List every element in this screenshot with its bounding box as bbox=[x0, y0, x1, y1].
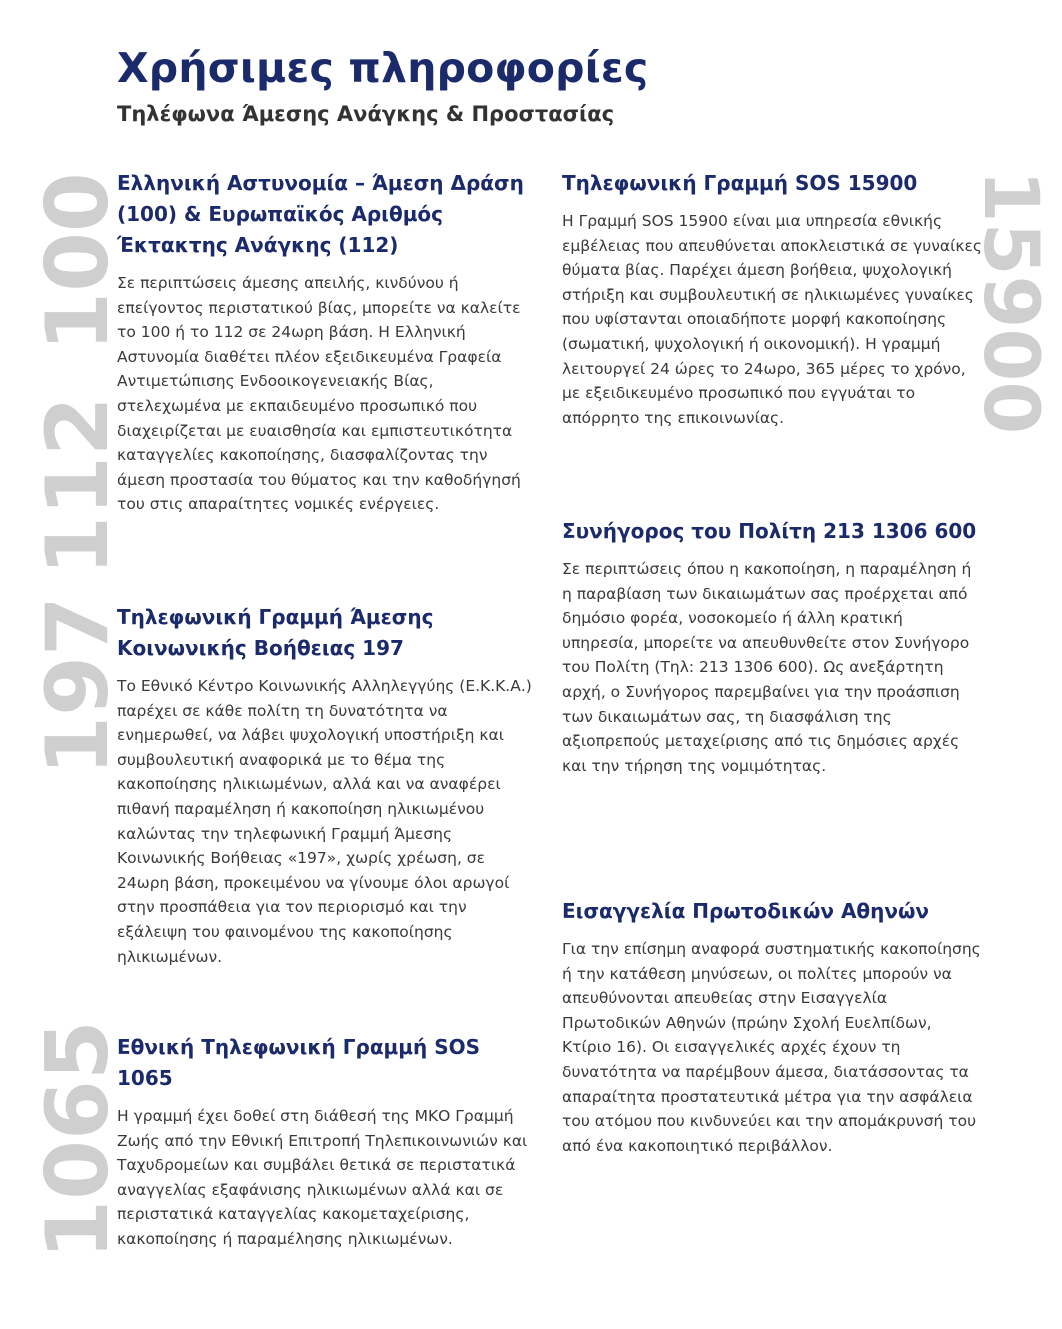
section-ombudsman-title: Συνήγορος του Πολίτη 213 1306 600 bbox=[562, 519, 977, 543]
page-subtitle: Τηλέφωνα Άμεσης Ανάγκης & Προστασίας bbox=[117, 102, 615, 126]
section-sos-15900-title: Τηλεφωνική Γραμμή SOS 15900 bbox=[562, 171, 918, 195]
section-ombudsman-body: Σε περιπτώσεις όπου η κακοποίηση, η παραμέληση ή η παραβίαση των δικαιωμάτων σας προέρχεται από δημόσιο φορέα, νοσοκομείο ή άλλη κρατική υπηρεσία, μπορείτε να απευθυνθείτε στον Συνήγορο του Πολίτη (Τηλ: 213 1306 600). Ως ανεξάρτητη αρχή, ο Συνήγορος παρεμβαίνει για την προάσπιση των δικαιωμάτων σας, τη διασφάλιση της αξιοπρεπούς μεταχείρισης από τις δημόσιες αρχές και την τήρηση της νομιμότητας. bbox=[562, 560, 972, 775]
section-ombudsman bbox=[562, 516, 982, 778]
section-sos-1065-body: Η γραμμή έχει δοθεί στη διάθεσή της ΜΚΟ Γραμμή Ζωής από την Εθνική Επιτροπή Τηλεπικοινωνιών και Ταχυδρομείων και συμβάλει θετικά σε περιστατικά αναγγελίας εξαφάνισης ηλικιωμένων αλλά και σε περιστατικά καταγγελίας κακομεταχείρισης, κακοποίησης ή παραμέλησης ηλικιωμένων. bbox=[117, 1107, 528, 1248]
section-social-help-body: Το Εθνικό Κέντρο Κοινωνικής Αλληλεγγύης (Ε.Κ.Κ.Α.) παρέχει σε κάθε πολίτη τη δυνατότητα να ενημερωθεί, να λάβει ψυχολογική υποστήριξη και συμβουλευτική αναφορικά με το θέμα της κακοποίησης ηλικιωμένων, αλλά και να αναφέρει πιθανή παραμέληση ή κακοποίηση ηλικιωμένου καλώντας την τηλεφωνική Γραμμή Άμεσης Κοινωνικής Βοήθειας «197», χωρίς χρέωση, σε 24ωρη βάση, προκειμένου να γίνουμε όλοι αρωγοί στην προσπάθεια για τον περιορισμό και την εξάλειψη του φαινομένου της κακοποίησης ηλικιωμένων. bbox=[117, 677, 532, 966]
side-number-112: 112 bbox=[28, 396, 128, 576]
page-title: Χρήσιμες πληροφορίες bbox=[117, 44, 649, 92]
section-sos-15900 bbox=[562, 168, 982, 430]
section-police-title: Ελληνική Αστυνομία – Άμεση Δράση (100) & Ευρωπαϊκός Αριθμός Έκτακτης Ανάγκης (112) bbox=[117, 171, 524, 257]
side-number-197: 197 bbox=[28, 596, 128, 776]
side-number-100: 100 bbox=[28, 172, 128, 352]
section-prosecutor bbox=[562, 896, 982, 1158]
section-prosecutor-body: Για την επίσημη αναφορά συστηματικής κακοποίησης ή την κατάθεση μηνύσεων, οι πολίτες μπορούν να απευθύνονται απευθείας στην Εισαγγελία Πρωτοδικών Αθηνών (πρώην Σχολή Ευελπίδων, Κτίριο 16). Οι εισαγγελικές αρχές έχουν τη δυνατότητα να παρέμβουν άμεσα, διατάσσοντας τα απαραίτητα προστατευτικά μέτρα για την ασφάλεια του ατόμου που κινδυνεύει και την απομάκρυνσή του από ένα κακοποιητικό περιβάλλον. bbox=[562, 940, 981, 1155]
section-prosecutor-title: Εισαγγελία Πρωτοδικών Αθηνών bbox=[562, 899, 930, 923]
side-number-1065: 1065 bbox=[28, 1020, 128, 1260]
section-social-help-title: Τηλεφωνική Γραμμή Άμεσης Κοινωνικής Βοήθειας 197 bbox=[117, 605, 434, 660]
section-sos-1065-title: Εθνική Τηλεφωνική Γραμμή SOS 1065 bbox=[117, 1035, 480, 1090]
side-number-15900: 15900 bbox=[967, 169, 1056, 435]
section-sos-15900-body: Η Γραμμή SOS 15900 είναι μια υπηρεσία εθνικής εμβέλειας που απευθύνεται αποκλειστικά σε γυναίκες θύματα βίας. Παρέχει άμεση βοήθεια, ψυχολογική στήριξη και συμβουλευτική σε ηλικιωμένες γυναίκες που υφίστανται οποιαδήποτε μορφή κακοποίησης (σωματική, ψυχολογική ή οικονομική). Η γραμμή λειτουργεί 24 ώρες το 24ωρο, 365 μέρες το χρόνο, με εξειδικευμένο προσωπικό που εγγυάται το απόρρητο της επικοινωνίας. bbox=[562, 212, 983, 427]
section-police bbox=[117, 168, 532, 517]
section-police-body: Σε περιπτώσεις άμεσης απειλής, κινδύνου ή επείγοντος περιστατικού βίας, μπορείτε να καλείτε το 100 ή το 112 σε 24ωρη βάση. Η Ελληνική Αστυνομία διαθέτει πλέον εξειδικευμένα Γραφεία Αντιμετώπισης Ενδοοικογενειακής Βίας, στελεχωμένα με εκπαιδευμένο προσωπικό που διαχειρίζεται με ευαισθησία και εμπιστευτικότητα καταγγελίες κακοποίησης, διασφαλίζοντας την άμεση προστασία του θύματος και την καθοδήγησή του στις απαραίτητες νομικές ενέργειες. bbox=[117, 274, 521, 514]
section-social-help bbox=[117, 602, 532, 969]
section-sos-1065 bbox=[117, 1032, 532, 1252]
